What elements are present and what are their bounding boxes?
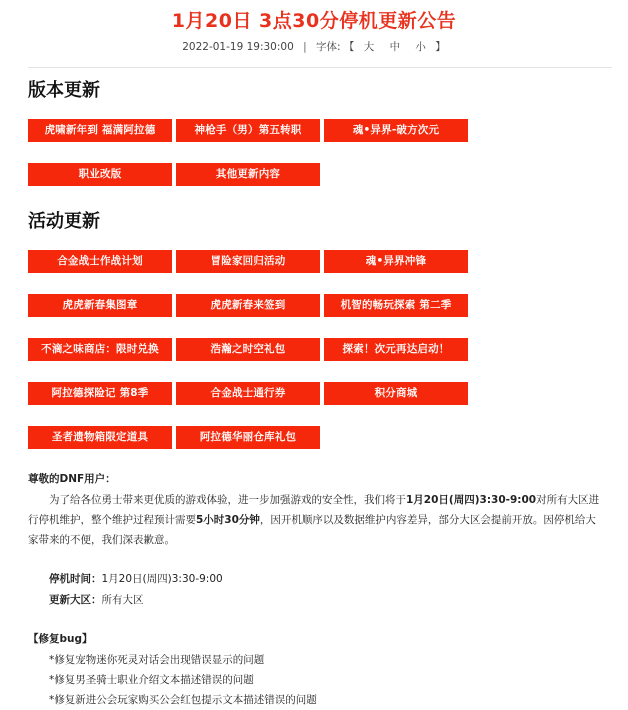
notice-highlight-duration: 5小时30分钟	[196, 514, 260, 526]
notice-text: 对所有大区进行停机维护，整个维护过程预计需要	[28, 494, 600, 526]
publish-datetime: 2022-01-19 19:30:00	[182, 41, 294, 53]
activity-link-button[interactable]: 冒险家回归活动	[176, 250, 320, 273]
version-link-button[interactable]: 虎啸新年到 福满阿拉德	[28, 119, 172, 142]
activity-link-button[interactable]: 虎虎新春集图章	[28, 294, 172, 317]
activity-link-button[interactable]: 阿拉德华丽仓库礼包	[176, 426, 320, 449]
version-link-button[interactable]: 魂•异界-破方次元	[324, 119, 468, 142]
activity-update-heading: 活动更新	[28, 211, 100, 232]
notice-text: ，因开机顺序以及数据维护内容差异，部分大区会提前开放。因停机给大家带来的不便，我们深表歉意。	[28, 514, 596, 546]
header-divider	[28, 67, 612, 68]
activity-link-button[interactable]: 阿拉德探险记 第8季	[28, 382, 172, 405]
notice-greeting: 尊敬的DNF用户：	[28, 473, 116, 485]
font-bracket-open: 【	[343, 41, 355, 53]
meta-separator: |	[303, 41, 307, 53]
font-size-small-button[interactable]: 小	[415, 41, 426, 53]
notice-highlight-time: 1月20日(周四)3:30-9:00	[406, 494, 537, 506]
activity-link-button[interactable]: 合金战士作战计划	[28, 250, 172, 273]
activity-link-button[interactable]: 浩瀚之时空礼包	[176, 338, 320, 361]
activity-link-button[interactable]: 机智的畅玩探索 第二季	[324, 294, 468, 317]
font-size-large-button[interactable]: 大	[363, 41, 375, 53]
bugfix-item: *修复男圣骑士职业介绍文本描述错误的问题	[49, 674, 254, 686]
activity-link-button[interactable]: 积分商城	[324, 382, 468, 405]
page-title: 1月20日 3点30分停机更新公告	[171, 10, 457, 32]
activity-link-button[interactable]: 魂•异界冲锋	[324, 250, 468, 273]
activity-link-button[interactable]: 不滴之味商店：限时兑换	[28, 338, 172, 361]
downtime-row	[49, 569, 223, 589]
version-link-button[interactable]: 职业改版	[28, 163, 172, 186]
version-link-button[interactable]: 神枪手（男）第五转职	[176, 119, 320, 142]
downtime-value: 1月20日(周四)3:30-9:00	[101, 573, 223, 585]
activity-link-button[interactable]: 探索！次元再达启动！	[324, 338, 468, 361]
notice-text: 为了给各位勇士带来更优质的游戏体验，进一步加强游戏的安全性，我们将于	[49, 494, 406, 506]
activity-link-button[interactable]: 虎虎新春来签到	[176, 294, 320, 317]
region-value: 所有大区	[101, 594, 144, 606]
bugfix-item: *修复宠物迷你死灵对话会出现错误显示的问题	[49, 654, 265, 666]
bugfix-heading: 【修复bug】	[28, 633, 93, 645]
region-label: 更新大区：	[49, 594, 102, 606]
font-size-label: 字体:	[316, 41, 341, 53]
article-meta	[0, 39, 628, 54]
region-row	[49, 590, 144, 610]
downtime-label: 停机时间：	[49, 573, 102, 585]
bugfix-item: *修复新进公会玩家购买公会红包提示文本描述错误的问题	[49, 694, 317, 706]
activity-link-button[interactable]: 圣者遗物箱限定道具	[28, 426, 172, 449]
notice-paragraph	[28, 490, 606, 550]
font-bracket-close: 】	[435, 41, 446, 53]
activity-link-button[interactable]: 合金战士通行券	[176, 382, 320, 405]
version-update-heading: 版本更新	[28, 80, 100, 101]
font-size-medium-button[interactable]: 中	[389, 41, 401, 53]
version-link-button[interactable]: 其他更新内容	[176, 163, 320, 186]
